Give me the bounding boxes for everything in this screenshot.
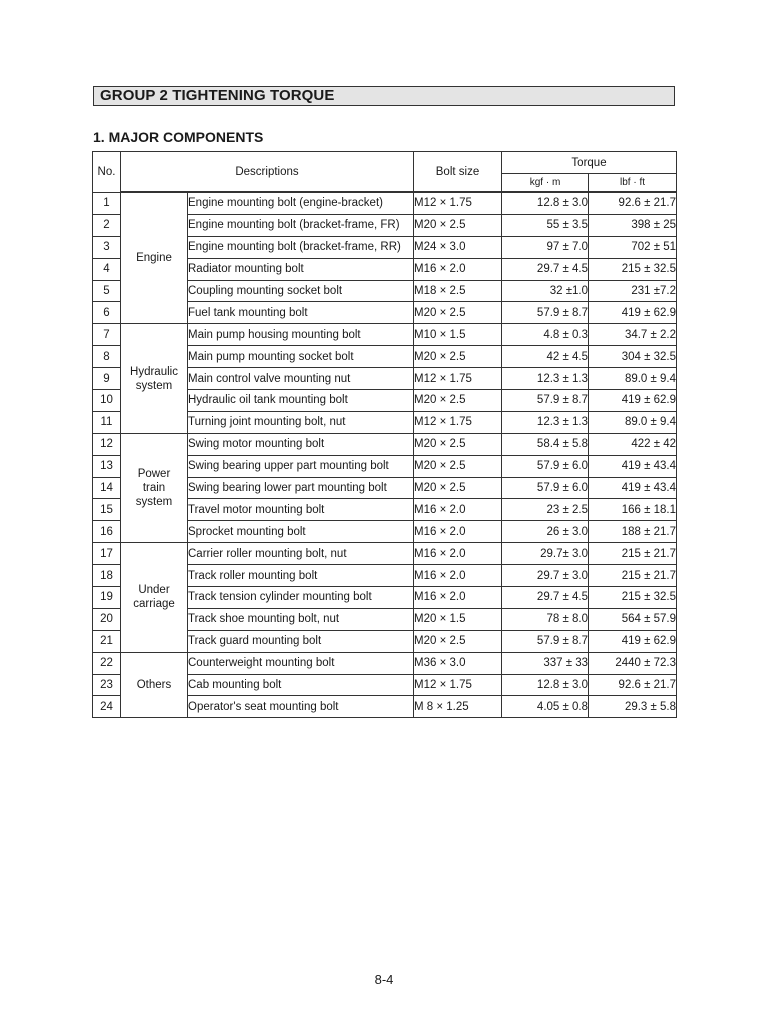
torque-lbf-cell: 92.6 ± 21.7 (589, 192, 677, 214)
group-label (121, 543, 188, 652)
torque-kgf-cell: 29.7± 3.0 (502, 543, 589, 565)
torque-lbf-cell: 231 ±7.2 (589, 280, 677, 302)
torque-lbf-cell: 34.7 ± 2.2 (589, 324, 677, 346)
bolt-size-cell: M16 × 2.0 (414, 258, 502, 280)
torque-kgf-cell: 4.8 ± 0.3 (502, 324, 589, 346)
bolt-size-cell: M20 × 2.5 (414, 346, 502, 368)
torque-lbf-cell: 419 ± 62.9 (589, 302, 677, 324)
description-cell: Swing motor mounting bolt (188, 433, 414, 455)
torque-kgf-cell: 57.9 ± 8.7 (502, 630, 589, 652)
torque-lbf-cell: 92.6 ± 21.7 (589, 674, 677, 696)
torque-lbf-cell: 2440 ± 72.3 (589, 652, 677, 674)
page-number: 8-4 (374, 972, 394, 987)
description-cell: Track guard mounting bolt (188, 630, 414, 652)
row-number: 9 (93, 368, 121, 390)
description-cell: Track tension cylinder mounting bolt (188, 587, 414, 609)
row-number: 13 (93, 455, 121, 477)
table-body (93, 192, 677, 718)
bolt-size-cell: M12 × 1.75 (414, 674, 502, 696)
description-cell: Main pump housing mounting bolt (188, 324, 414, 346)
bolt-size-cell: M10 × 1.5 (414, 324, 502, 346)
torque-kgf-cell: 55 ± 3.5 (502, 214, 589, 236)
description-cell: Engine mounting bolt (engine-bracket) (188, 192, 414, 214)
torque-kgf-cell: 23 ± 2.5 (502, 499, 589, 521)
bolt-size-cell: M16 × 2.0 (414, 543, 502, 565)
torque-lbf-cell: 419 ± 43.4 (589, 455, 677, 477)
row-number: 12 (93, 433, 121, 455)
row-number: 4 (93, 258, 121, 280)
group-label-line: system (135, 379, 173, 392)
bolt-size-cell: M16 × 2.0 (414, 565, 502, 587)
row-number: 11 (93, 411, 121, 433)
torque-lbf-cell: 422 ± 42 (589, 433, 677, 455)
section-title: 1. MAJOR COMPONENTS (93, 129, 264, 145)
bolt-size-cell: M20 × 2.5 (414, 214, 502, 236)
torque-kgf-cell: 57.9 ± 6.0 (502, 477, 589, 499)
torque-kgf-cell: 12.8 ± 3.0 (502, 674, 589, 696)
group-label-line: carriage (133, 598, 175, 611)
header-no: No. (93, 152, 121, 193)
torque-lbf-cell: 89.0 ± 9.4 (589, 368, 677, 390)
bolt-size-cell: M36 × 3.0 (414, 652, 502, 674)
bolt-size-cell: M16 × 2.0 (414, 499, 502, 521)
torque-lbf-cell: 215 ± 21.7 (589, 565, 677, 587)
bolt-size-cell: M20 × 2.5 (414, 477, 502, 499)
torque-lbf-cell: 29.3 ± 5.8 (589, 696, 677, 718)
row-number: 10 (93, 390, 121, 412)
description-cell: Swing bearing lower part mounting bolt (188, 477, 414, 499)
description-cell: Engine mounting bolt (bracket-frame, RR) (188, 236, 414, 258)
torque-kgf-cell: 4.05 ± 0.8 (502, 696, 589, 718)
row-number: 17 (93, 543, 121, 565)
torque-kgf-cell: 26 ± 3.0 (502, 521, 589, 543)
group-label-line: system (135, 496, 173, 509)
header-torque: Torque (502, 152, 677, 174)
bolt-size-cell: M20 × 2.5 (414, 390, 502, 412)
group-label-line: Power (137, 468, 171, 481)
torque-lbf-cell: 304 ± 32.5 (589, 346, 677, 368)
torque-lbf-cell: 419 ± 62.9 (589, 630, 677, 652)
row-number: 23 (93, 674, 121, 696)
header-bolt-size: Bolt size (414, 152, 502, 193)
description-cell: Coupling mounting socket bolt (188, 280, 414, 302)
description-cell: Main control valve mounting nut (188, 368, 414, 390)
row-number: 19 (93, 587, 121, 609)
group-label-line: Hydraulic (130, 365, 178, 378)
description-cell: Cab mounting bolt (188, 674, 414, 696)
bolt-size-cell: M16 × 2.0 (414, 587, 502, 609)
description-cell: Track shoe mounting bolt, nut (188, 608, 414, 630)
row-number: 3 (93, 236, 121, 258)
group-title: GROUP 2 TIGHTENING TORQUE (93, 86, 675, 106)
header-kgf: kgf · m (502, 174, 589, 193)
bolt-size-cell: M20 × 2.5 (414, 433, 502, 455)
bolt-size-cell: M20 × 2.5 (414, 302, 502, 324)
torque-lbf-cell: 564 ± 57.9 (589, 608, 677, 630)
row-number: 14 (93, 477, 121, 499)
description-cell: Sprocket mounting bolt (188, 521, 414, 543)
table-header (93, 152, 677, 193)
row-number: 5 (93, 280, 121, 302)
row-number: 7 (93, 324, 121, 346)
torque-kgf-cell: 12.3 ± 1.3 (502, 411, 589, 433)
row-number: 18 (93, 565, 121, 587)
table-row (93, 543, 677, 565)
description-cell: Hydraulic oil tank mounting bolt (188, 390, 414, 412)
group-label (121, 324, 188, 433)
row-number: 20 (93, 608, 121, 630)
description-cell: Engine mounting bolt (bracket-frame, FR) (188, 214, 414, 236)
torque-kgf-cell: 12.8 ± 3.0 (502, 192, 589, 214)
table-row (93, 433, 677, 455)
torque-kgf-cell: 337 ± 33 (502, 652, 589, 674)
bolt-size-cell: M12 × 1.75 (414, 192, 502, 214)
group-label-line: train (142, 482, 166, 495)
description-cell: Carrier roller mounting bolt, nut (188, 543, 414, 565)
torque-lbf-cell: 89.0 ± 9.4 (589, 411, 677, 433)
torque-kgf-cell: 29.7 ± 4.5 (502, 258, 589, 280)
row-number: 21 (93, 630, 121, 652)
torque-lbf-cell: 215 ± 32.5 (589, 258, 677, 280)
torque-lbf-cell: 215 ± 21.7 (589, 543, 677, 565)
torque-lbf-cell: 702 ± 51 (589, 236, 677, 258)
description-cell: Fuel tank mounting bolt (188, 302, 414, 324)
torque-kgf-cell: 42 ± 4.5 (502, 346, 589, 368)
group-label-line: Engine (136, 252, 172, 265)
bolt-size-cell: M20 × 2.5 (414, 455, 502, 477)
bolt-size-cell: M 8 × 1.25 (414, 696, 502, 718)
group-label (121, 192, 188, 324)
row-number: 2 (93, 214, 121, 236)
description-cell: Turning joint mounting bolt, nut (188, 411, 414, 433)
group-label (121, 433, 188, 542)
bolt-size-cell: M12 × 1.75 (414, 411, 502, 433)
header-descriptions: Descriptions (121, 152, 414, 193)
torque-kgf-cell: 12.3 ± 1.3 (502, 368, 589, 390)
torque-lbf-cell: 419 ± 43.4 (589, 477, 677, 499)
description-cell: Swing bearing upper part mounting bolt (188, 455, 414, 477)
torque-kgf-cell: 97 ± 7.0 (502, 236, 589, 258)
description-cell: Track roller mounting bolt (188, 565, 414, 587)
bolt-size-cell: M12 × 1.75 (414, 368, 502, 390)
torque-kgf-cell: 57.9 ± 8.7 (502, 390, 589, 412)
group-label-line: Others (136, 679, 172, 692)
torque-lbf-cell: 166 ± 18.1 (589, 499, 677, 521)
torque-kgf-cell: 29.7 ± 3.0 (502, 565, 589, 587)
bolt-size-cell: M20 × 2.5 (414, 630, 502, 652)
bolt-size-cell: M18 × 2.5 (414, 280, 502, 302)
row-number: 22 (93, 652, 121, 674)
torque-kgf-cell: 32 ±1.0 (502, 280, 589, 302)
torque-table (92, 151, 677, 718)
torque-kgf-cell: 57.9 ± 6.0 (502, 455, 589, 477)
torque-lbf-cell: 398 ± 25 (589, 214, 677, 236)
table-row (93, 192, 677, 214)
description-cell: Counterweight mounting bolt (188, 652, 414, 674)
torque-kgf-cell: 78 ± 8.0 (502, 608, 589, 630)
table-row (93, 652, 677, 674)
description-cell: Operator's seat mounting bolt (188, 696, 414, 718)
torque-lbf-cell: 419 ± 62.9 (589, 390, 677, 412)
bolt-size-cell: M20 × 1.5 (414, 608, 502, 630)
row-number: 16 (93, 521, 121, 543)
torque-kgf-cell: 29.7 ± 4.5 (502, 587, 589, 609)
torque-lbf-cell: 215 ± 32.5 (589, 587, 677, 609)
row-number: 15 (93, 499, 121, 521)
row-number: 6 (93, 302, 121, 324)
group-label-line: Under (138, 584, 170, 597)
torque-kgf-cell: 57.9 ± 8.7 (502, 302, 589, 324)
description-cell: Travel motor mounting bolt (188, 499, 414, 521)
row-number: 8 (93, 346, 121, 368)
group-label (121, 652, 188, 718)
torque-lbf-cell: 188 ± 21.7 (589, 521, 677, 543)
description-cell: Main pump mounting socket bolt (188, 346, 414, 368)
bolt-size-cell: M16 × 2.0 (414, 521, 502, 543)
row-number: 1 (93, 192, 121, 214)
torque-kgf-cell: 58.4 ± 5.8 (502, 433, 589, 455)
table-row (93, 324, 677, 346)
bolt-size-cell: M24 × 3.0 (414, 236, 502, 258)
header-lbf: lbf · ft (589, 174, 677, 193)
description-cell: Radiator mounting bolt (188, 258, 414, 280)
row-number: 24 (93, 696, 121, 718)
